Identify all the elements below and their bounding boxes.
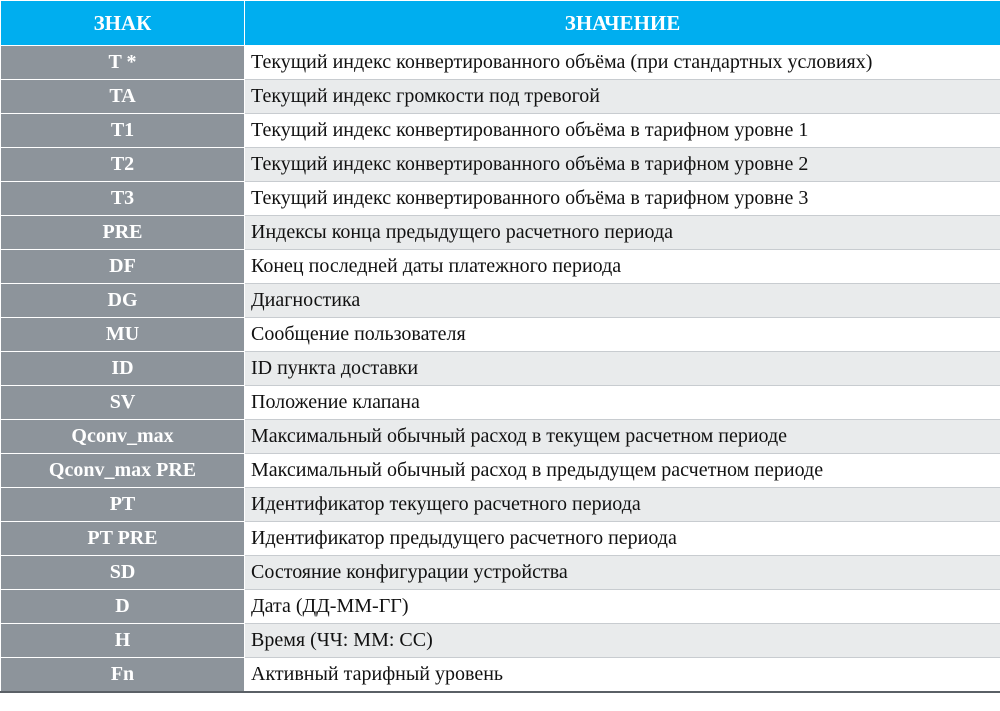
meaning-cell: Максимальный обычный расход в текущем расчетном периоде: [245, 420, 1000, 454]
table-row: [1, 386, 1000, 420]
sign-cell: ID: [1, 352, 245, 386]
table-header: [1, 1, 1000, 46]
table-row: [1, 148, 1000, 182]
sign-cell: T2: [1, 148, 245, 182]
table-row: [1, 454, 1000, 488]
table-row: [1, 216, 1000, 250]
meaning-cell: Сообщение пользователя: [245, 318, 1000, 352]
sign-cell: PT: [1, 488, 245, 522]
header-sign: ЗНАК: [1, 1, 245, 46]
sign-cell: Qconv_max: [1, 420, 245, 454]
meaning-cell: Идентификатор предыдущего расчетного периода: [245, 522, 1000, 556]
meaning-cell: Конец последней даты платежного периода: [245, 250, 1000, 284]
table-row: [1, 658, 1000, 693]
meaning-cell: Индексы конца предыдущего расчетного периода: [245, 216, 1000, 250]
sign-cell: DF: [1, 250, 245, 284]
table-row: [1, 522, 1000, 556]
meaning-cell: Диагностика: [245, 284, 1000, 318]
sign-cell: PT PRE: [1, 522, 245, 556]
sign-cell: Fn: [1, 658, 245, 693]
sign-cell: Qconv_max PRE: [1, 454, 245, 488]
header-row: [1, 1, 1000, 46]
meaning-cell: Время (ЧЧ: ММ: СС): [245, 624, 1000, 658]
table-row: [1, 80, 1000, 114]
meaning-cell: Максимальный обычный расход в предыдущем расчетном периоде: [245, 454, 1000, 488]
table-row: [1, 182, 1000, 216]
table-row: [1, 284, 1000, 318]
table-row: [1, 114, 1000, 148]
table-row: [1, 46, 1000, 80]
table-row: [1, 624, 1000, 658]
table-row: [1, 318, 1000, 352]
sign-cell: MU: [1, 318, 245, 352]
meaning-cell: Текущий индекс конвертированного объёма в тарифном уровне 2: [245, 148, 1000, 182]
table-row: [1, 488, 1000, 522]
meaning-cell: Активный тарифный уровень: [245, 658, 1000, 693]
sign-cell: DG: [1, 284, 245, 318]
meaning-cell: Текущий индекс конвертированного объёма (при стандартных условиях): [245, 46, 1000, 80]
sign-cell: T *: [1, 46, 245, 80]
header-meaning: ЗНАЧЕНИЕ: [245, 1, 1000, 46]
table-row: [1, 556, 1000, 590]
table-row: [1, 250, 1000, 284]
meaning-cell: Текущий индекс конвертированного объёма в тарифном уровне 3: [245, 182, 1000, 216]
table-body: [1, 46, 1000, 693]
meaning-cell: Дата (ДД-ММ-ГГ): [245, 590, 1000, 624]
meaning-cell: Положение клапана: [245, 386, 1000, 420]
sign-cell: H: [1, 624, 245, 658]
table-row: [1, 590, 1000, 624]
sign-cell: PRE: [1, 216, 245, 250]
table-row: [1, 352, 1000, 386]
sign-cell: T1: [1, 114, 245, 148]
sign-cell: SD: [1, 556, 245, 590]
meaning-cell: Текущий индекс громкости под тревогой: [245, 80, 1000, 114]
sign-cell: T3: [1, 182, 245, 216]
meaning-cell: ID пункта доставки: [245, 352, 1000, 386]
sign-cell: TA: [1, 80, 245, 114]
meaning-cell: Текущий индекс конвертированного объёма в тарифном уровне 1: [245, 114, 1000, 148]
sign-cell: D: [1, 590, 245, 624]
table-row: [1, 420, 1000, 454]
sign-cell: SV: [1, 386, 245, 420]
meaning-cell: Состояние конфигурации устройства: [245, 556, 1000, 590]
meaning-cell: Идентификатор текущего расчетного периода: [245, 488, 1000, 522]
